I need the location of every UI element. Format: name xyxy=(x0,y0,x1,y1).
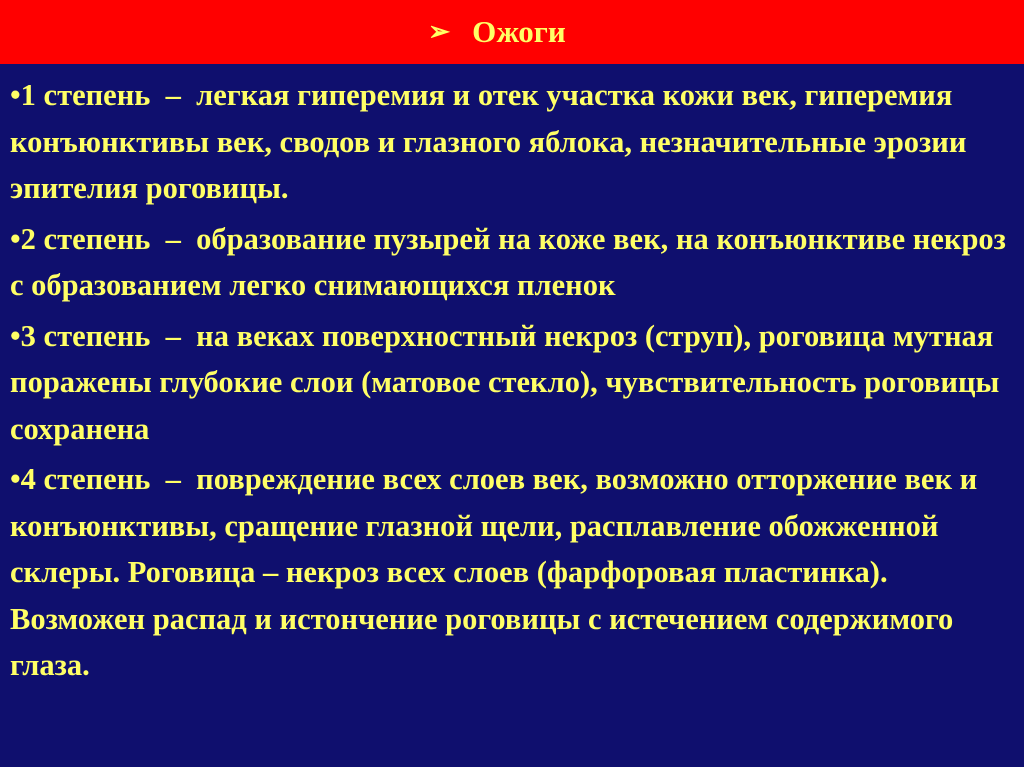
title-bar xyxy=(0,0,1024,64)
list-item-degree-3: •3 степень – на веках поверхностный некроз (струп), роговица мутная поражены глубокие слои (матовое стекло), чувствительность роговицы сохранена xyxy=(10,318,1009,446)
list-item-degree-2: •2 степень – образование пузырей на коже век, на конъюнктиве некроз с образованием легко снимающихся пленок xyxy=(10,221,1014,302)
content-list xyxy=(10,72,1014,693)
slide-title: Ожоги xyxy=(472,14,566,49)
list-item-degree-4: •4 степень – повреждение всех слоев век, возможно отторжение век и конъюнктивы, сращение глазной щели, расплавление обожженной склеры. Роговица – некроз всех слоев (фарфоровая пластинка). Возможен распад и истончение роговицы с истечением содержимого глаза. xyxy=(10,462,985,682)
arrow-bullet-icon: ➢ xyxy=(428,17,451,46)
list-item-degree-1: •1 степень – легкая гиперемия и отек участка кожи век, гиперемия конъюнктивы век, сводов и глазного яблока, незначительные эрозии эпителия роговицы. xyxy=(10,78,990,205)
title-container xyxy=(428,14,565,50)
